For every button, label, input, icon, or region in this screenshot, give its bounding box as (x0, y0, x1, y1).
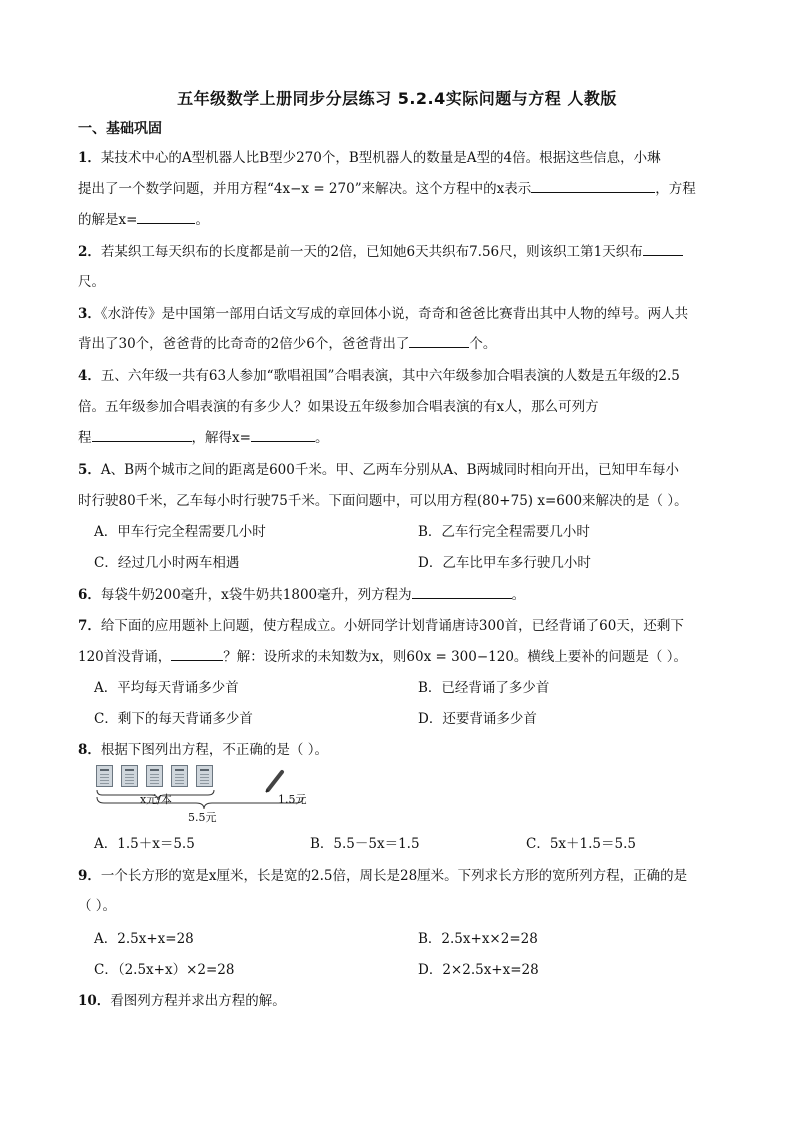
question-7-line-1 (78, 614, 684, 634)
option-d[interactable]: D．2×2.5x+x=28 (418, 962, 539, 978)
option-a[interactable]: A．平均每天背诵多少首 (94, 680, 239, 696)
question-7-line-2 (78, 645, 687, 665)
question-text: 程 (78, 430, 92, 446)
question-text: 。 (511, 587, 526, 603)
question-1-line-3 (78, 208, 209, 228)
question-number: 9． (78, 868, 101, 884)
answer-blank[interactable] (409, 333, 469, 348)
question-text: 五、六年级一共有63人参加“歌唱祖国”合唱表演，其中六年级参加合唱表演的人数是五年级的2.5 (100, 368, 680, 384)
section-heading: 一、基础巩固 (78, 121, 162, 137)
total-price-label: 5.5元 (188, 811, 217, 824)
question-text: 根据下图列出方程，不正确的是（ ）。 (100, 742, 328, 758)
option-c[interactable]: C．剩下的每天背诵多少首 (94, 711, 253, 727)
option-d[interactable]: D．还要背诵多少首 (418, 711, 537, 727)
question-number: 3． (78, 306, 101, 322)
question-text: 尺。 (78, 274, 105, 290)
question-number: 5． (78, 462, 101, 478)
question-text: 。 (195, 212, 209, 228)
question-text: 的解是x= (78, 212, 138, 228)
answer-blank[interactable] (171, 646, 223, 661)
question-text: 一个长方形的宽是x厘米，长是宽的2.5倍，周长是28厘米。下列求长方形的宽所列方程，正确的是 (100, 868, 688, 884)
question-3-line-2 (78, 332, 496, 352)
answer-blank[interactable] (92, 427, 192, 442)
question-2-line-2 (78, 270, 105, 290)
question-text: 给下面的应用题补上问题，使方程成立。小妍同学计划背诵唐诗300首，已经背诵了60天，还剩下 (100, 618, 684, 634)
option-a[interactable]: A．甲车行完全程需要几小时 (94, 524, 266, 540)
answer-blank[interactable] (251, 427, 315, 442)
question-number: 6． (78, 587, 101, 603)
question-text: ？解：设所求的未知数为x，则60x = 300−120。横线上要补的问题是（ ）。 (223, 649, 687, 665)
question-number: 7． (78, 618, 101, 634)
question-10-line-1 (78, 989, 286, 1009)
pen-tip (266, 790, 268, 792)
answer-blank[interactable] (412, 584, 512, 599)
question-text: ，解得x= (191, 430, 251, 446)
question-3-line-1 (78, 302, 688, 322)
option-c[interactable]: C．5x＋1.5＝5.5 (526, 836, 636, 852)
question-number: 8． (78, 742, 101, 758)
option-b[interactable]: B．已经背诵了多少首 (418, 680, 550, 696)
question-9-line-1 (78, 864, 687, 884)
question-text: A、B两个城市之间的距离是600千米。甲、乙两车分别从A、B两城同时相向开出，已知甲车每小 (100, 462, 680, 478)
pen-icon (268, 772, 282, 790)
option-a[interactable]: A．1.5＋x＝5.5 (94, 836, 195, 852)
question-text: 若某织工每天织布的长度都是前一天的2倍，已知她6天共织布7.56尺，则该织工第1天织布 (100, 244, 643, 260)
question-1-line-1 (78, 146, 661, 166)
question-1-line-2 (78, 177, 696, 197)
question-text: 每袋牛奶200毫升，x袋牛奶共1800毫升，列方程为 (100, 587, 412, 603)
option-b[interactable]: B．5.5－5x＝1.5 (310, 836, 420, 852)
notebooks-and-pen-figure (96, 765, 316, 825)
option-c[interactable]: C．（2.5x+x）×2=28 (94, 962, 235, 978)
question-text: 某技术中心的A型机器人比B型少270个，B型机器人的数量是A型的4倍。根据这些信息，小琳 (100, 150, 661, 166)
answer-blank[interactable] (137, 209, 195, 224)
answer-blank[interactable] (531, 178, 655, 193)
question-4-line-2 (78, 395, 599, 415)
total-brace (97, 797, 303, 809)
question-8-line-1 (78, 738, 328, 758)
question-text: 《水浒传》是中国第一部用白话文写成的章回体小说，奇奇和爸爸比赛背出其中人物的绰号。两人共 (100, 306, 689, 322)
option-a[interactable]: A．2.5x+x=28 (94, 931, 194, 947)
question-9-line-2 (78, 894, 116, 914)
option-b[interactable]: B．乙车行完全程需要几小时 (418, 524, 590, 540)
question-2-line-1 (78, 240, 683, 260)
question-text: 看图列方程并求出方程的解。 (110, 993, 286, 1009)
option-b[interactable]: B．2.5x+x×2=28 (418, 931, 538, 947)
question-number: 2． (78, 244, 101, 260)
question-number: 1． (78, 150, 101, 166)
question-text: 提出了一个数学问题，并用方程“4x−x = 270”来解决。这个方程中的x表示 (78, 181, 532, 197)
question-text: 。 (314, 430, 329, 446)
question-4-line-1 (78, 364, 680, 384)
question-number: 4． (78, 368, 101, 384)
question-text: 120首没背诵， (78, 649, 172, 665)
question-text: 时行驶80千米，乙车每小时行驶75千米。下面问题中，可以用方程(80+75) x=600来解决的是（ ）。 (78, 493, 688, 509)
option-d[interactable]: D．乙车比甲车多行驶几小时 (418, 555, 591, 571)
answer-blank[interactable] (643, 241, 683, 256)
question-5-line-1 (78, 458, 679, 478)
option-c[interactable]: C．经过几小时两车相遇 (94, 555, 240, 571)
question-text: （ ）。 (78, 898, 117, 914)
book-price-label: x元/本 (140, 793, 172, 806)
question-text: 倍。五年级参加合唱表演的有多少人？如果设五年级参加合唱表演的有x人，那么可列方 (78, 399, 599, 415)
question-text: 个。 (469, 336, 497, 352)
question-4-line-3 (78, 426, 328, 446)
page-title: 五年级数学上册同步分层练习 5.2.4实际问题与方程 人教版 (177, 89, 617, 108)
question-6-line-1 (78, 583, 525, 603)
question-text: ，方程 (655, 181, 696, 197)
question-number: 10． (78, 993, 111, 1009)
question-text: 背出了30个，爸爸背的比奇奇的2倍少6个，爸爸背出了 (78, 336, 410, 352)
pen-price-label: 1.5元 (278, 793, 307, 806)
question-5-line-2 (78, 489, 688, 509)
